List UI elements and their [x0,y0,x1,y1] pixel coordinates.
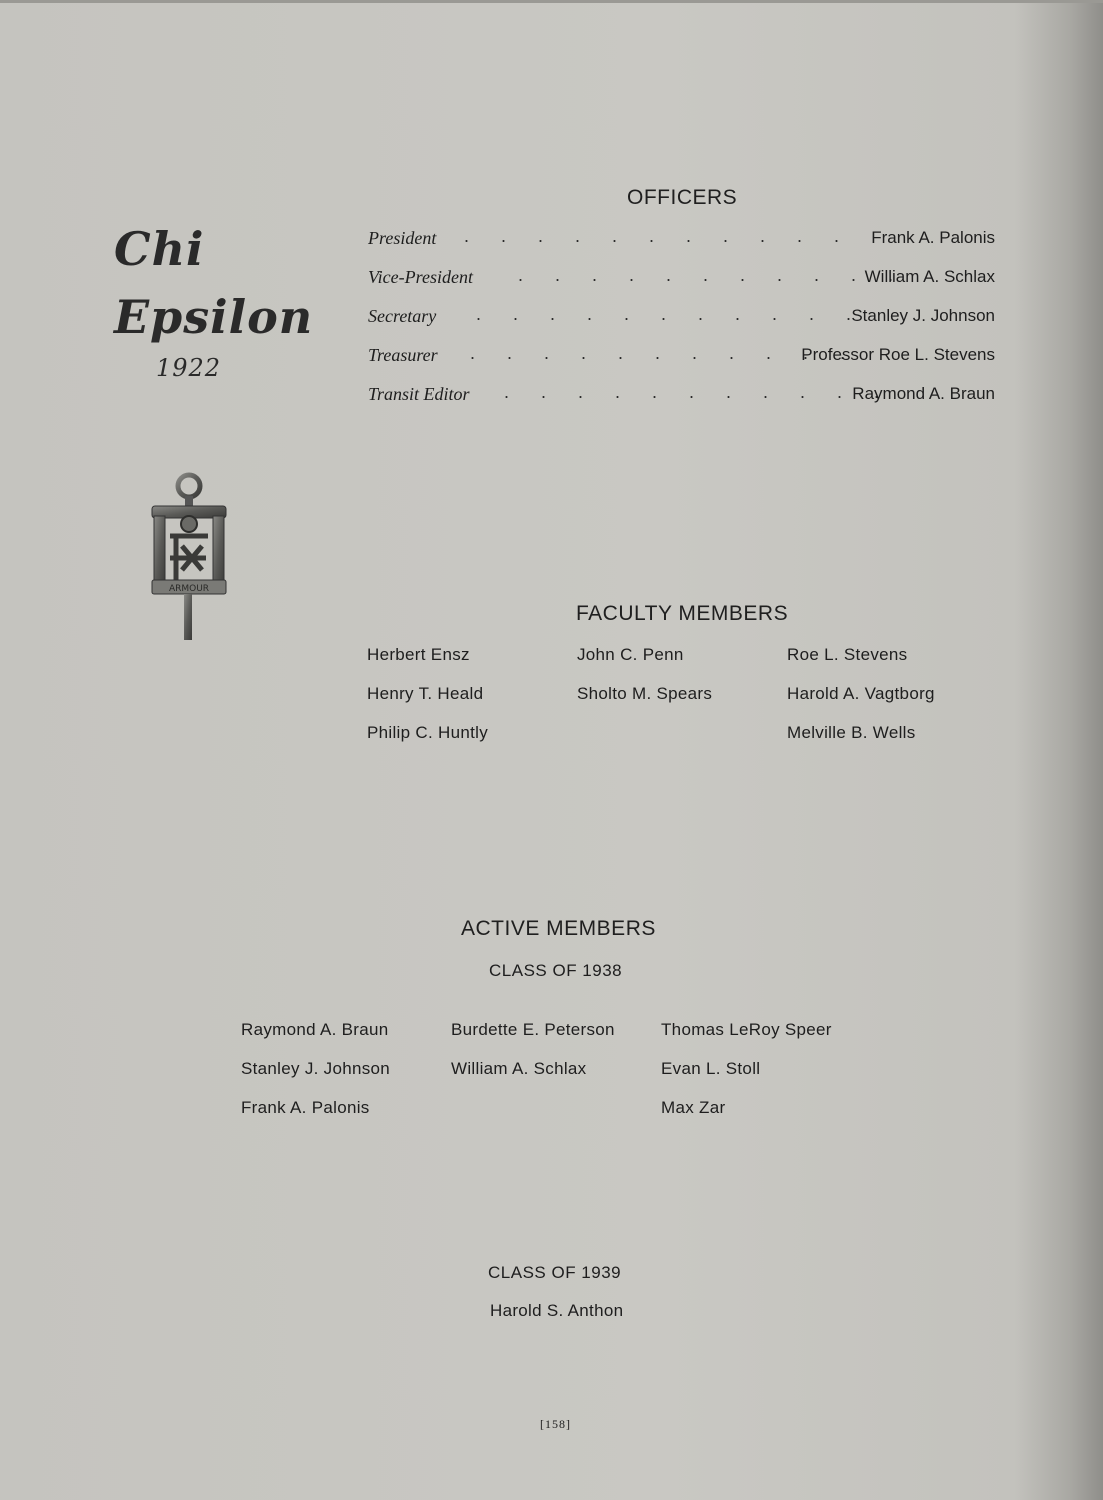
dot-leader: . . . . . . . . . . . [476,304,852,324]
member-name: Burdette E. Peterson [451,1020,615,1039]
officer-row [368,384,995,408]
pin-inscription: ARMOUR [168,584,210,594]
officer-role: Treasurer [368,345,438,365]
member-name: Max Zar [661,1098,726,1117]
member-name: Henry T. Heald [367,684,484,703]
chapter-founded-year: 1922 [156,354,222,382]
officers-heading: OFFICERS [627,186,738,209]
member-name: Herbert Ensz [367,645,470,664]
faculty-heading: FACULTY MEMBERS [576,602,789,625]
officer-role: Transit Editor [368,384,470,404]
chapter-name-line2: Epsilon [114,290,314,344]
officer-name: Stanley J. Johnson [851,306,995,325]
member-name: Roe L. Stevens [787,645,908,664]
page-number: [158] [540,1417,571,1431]
officer-name: Professor Roe L. Stevens [801,345,995,364]
member-name: Melville B. Wells [787,723,916,742]
officer-row [368,345,995,369]
active-members-heading: ACTIVE MEMBERS [461,917,656,940]
class-1939-heading: CLASS OF 1939 [488,1263,622,1282]
member-name: Evan L. Stoll [661,1059,761,1078]
member-name: Philip C. Huntly [367,723,489,742]
officer-role: Secretary [368,306,437,326]
dot-leader: . . . . . . . . . . . [464,226,840,246]
member-name: Harold A. Vagtborg [787,684,935,703]
dot-leader: . . . . . . . . . . . [470,343,846,363]
officer-role: Vice-President [368,267,473,287]
class-1938-heading: CLASS OF 1938 [489,961,623,980]
chapter-name-line1: Chi [114,222,205,276]
dot-leader: . . . . . . . . . . . [504,382,880,402]
dot-leader: . . . . . . . . . . . [518,265,894,285]
officer-name: Raymond A. Braun [852,384,995,403]
officer-name: Frank A. Palonis [871,228,995,247]
officer-row [368,267,995,291]
officer-row [368,228,995,252]
member-name: William A. Schlax [451,1059,587,1078]
officer-row [368,306,995,330]
member-name: Harold S. Anthon [490,1301,624,1320]
member-name: Raymond A. Braun [241,1020,389,1039]
officer-role: President [368,228,437,248]
page-top-edge [0,0,1103,3]
member-name: Stanley J. Johnson [241,1059,391,1078]
member-name: John C. Penn [577,645,684,664]
officer-name: William A. Schlax [864,267,995,286]
member-name: Thomas LeRoy Speer [661,1020,832,1039]
fraternity-pin-icon [148,470,230,642]
member-name: Frank A. Palonis [241,1098,370,1117]
member-name: Sholto M. Spears [577,684,713,703]
